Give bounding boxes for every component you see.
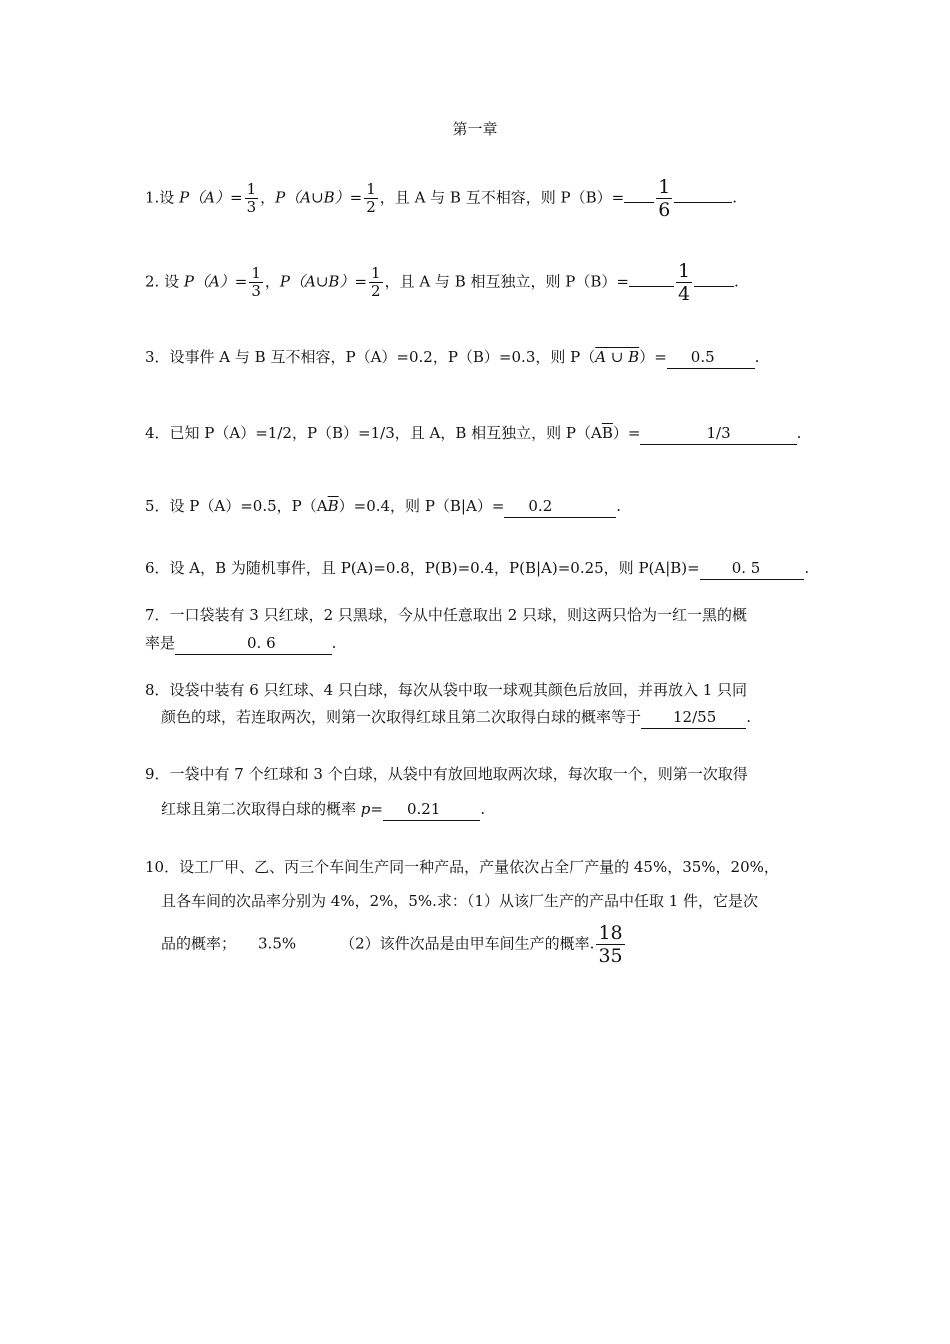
- q10-line-3a: 品的概率；: [161, 934, 237, 953]
- q2-f1-num: 1: [251, 264, 261, 282]
- q6-end: .: [804, 559, 810, 577]
- q1-pab: P（A∪B）=: [275, 188, 363, 207]
- q1-ans-num: 1: [658, 176, 671, 198]
- q1-f2-num: 1: [366, 180, 376, 198]
- q2-f2-den: 2: [371, 282, 381, 300]
- q9-end: .: [480, 800, 486, 818]
- q4-end: .: [796, 424, 802, 442]
- q7-answer: 0. 6: [175, 632, 332, 655]
- q10-ans2-den: 35: [598, 945, 623, 967]
- q2-pa: P（A）=: [183, 272, 248, 291]
- q1-answer: [656, 176, 672, 221]
- q4-text: 4．已知 P（A）=1/2，P（B）=1/3，且 A，B 相互独立，则 P（A: [145, 424, 602, 442]
- q7-line-1: 7．一口袋装有 3 只红球，2 只黑球，今从中任意取出 2 只球，则这两只恰为一红一黑的概: [145, 606, 748, 624]
- q1-text: ，且 A 与 B 互不相容，则 P（B）=: [379, 188, 625, 207]
- q5-end: .: [616, 497, 622, 515]
- q8-line-1: 8．设袋中装有 6 只红球、4 只白球，每次从袋中取一球观其颜色后放回，并再放入 1 只同: [145, 681, 748, 699]
- question-10-line-3: [161, 922, 627, 967]
- q1-ans-den: 6: [658, 199, 671, 221]
- q9-line-2-text: 红球且第二次取得白球的概率: [161, 800, 361, 818]
- q5-mid: ）=0.4，则 P（B|A）=: [338, 497, 505, 515]
- q5-answer: 0.2: [504, 495, 616, 518]
- question-7-line-2: [145, 632, 336, 655]
- q2-f1-den: 3: [251, 282, 261, 300]
- question-9-line-2: [161, 798, 485, 821]
- q1-sep: ，: [260, 188, 276, 207]
- q8-line-2-text: 颜色的球，若连取两次，则第一次取得红球且第二次取得白球的概率等于: [161, 708, 642, 726]
- q10-line-3b: （2）该件次品是由甲车间生产的概率.: [340, 934, 595, 953]
- page-title: 第一章: [452, 120, 498, 138]
- q2-fraction-2: [369, 265, 383, 300]
- q3-end: .: [754, 348, 760, 366]
- q6-answer: 0. 5: [700, 557, 805, 580]
- q4-complement-b: $\overline{B}$: [601, 424, 613, 442]
- q10-ans2-num: 18: [598, 922, 623, 944]
- q2-pab: P（A∪B）=: [279, 272, 368, 291]
- q5-text: 5．设 P（A）=0.5，P（A: [145, 497, 328, 515]
- q1-blank-left: [624, 188, 654, 203]
- q10-line-1: 10．设工厂甲、乙、丙三个车间生产同一种产品，产量依次占全厂产量的 45%，35%，20%，: [145, 858, 779, 876]
- q2-ans-num: 1: [677, 260, 691, 282]
- question-1: [145, 176, 810, 221]
- q2-end: .: [734, 272, 739, 291]
- q1-end: .: [732, 188, 738, 207]
- q1-fraction-2: [364, 181, 378, 216]
- q7-line-2-text: 率是: [145, 634, 176, 652]
- q1-blank-right: [674, 188, 732, 203]
- q3-complement-expr: A ∪ B: [595, 348, 640, 366]
- q10-answer-2: [596, 922, 624, 967]
- q9-p: p: [360, 800, 371, 818]
- q2-answer: [676, 260, 692, 305]
- q2-ans-den: 4: [677, 283, 691, 305]
- q4-answer: 1/3: [640, 422, 796, 445]
- q2-blank-left: [629, 272, 674, 287]
- q1-f1-den: 3: [246, 198, 257, 216]
- q2-blank-right: [694, 272, 734, 287]
- question-5: [145, 495, 810, 518]
- q2-fraction-1: [249, 265, 263, 300]
- q2-f2-num: 1: [371, 264, 381, 282]
- q6-text: 6．设 A，B 为随机事件，且 P(A)=0.8，P(B)=0.4，P(B|A)=0.25，则 P(A|B)=: [145, 559, 700, 577]
- q9-line-1: 9．一袋中有 7 个红球和 3 个白球，从袋中有放回地取两次球，每次取一个，则第一次取得: [145, 765, 748, 783]
- q2-text: ，且 A 与 B 相互独立，则 P（B）=: [384, 272, 629, 291]
- question-2: [145, 260, 810, 305]
- q10-answer-1: 3.5%: [258, 934, 297, 953]
- q3-close: ）=: [639, 348, 667, 366]
- q1-f2-den: 2: [366, 198, 376, 216]
- q2-sep: ，: [264, 272, 280, 291]
- q1-f1-num: 1: [246, 180, 257, 198]
- question-3: [145, 346, 810, 369]
- q1-fraction-1: [245, 181, 259, 216]
- q9-answer: 0.21: [383, 798, 480, 821]
- q7-end: .: [331, 634, 337, 652]
- q3-text: 3．设事件 A 与 B 互不相容，P（A）=0.2，P（B）=0.3，则 P（: [145, 348, 596, 366]
- question-8-line-2: [161, 706, 751, 729]
- q1-pa: P（A）=: [179, 188, 243, 207]
- q8-answer: 12/55: [641, 706, 746, 729]
- q1-prefix: 1.设: [145, 188, 180, 207]
- q5-complement-b: $\overline{B}$: [327, 497, 339, 515]
- q10-line-2: 且各车间的次品率分别为 4%，2%，5%.求：（1）从该厂生产的产品中任取 1 件，它是次: [161, 892, 759, 910]
- q8-end: .: [746, 708, 752, 726]
- question-4: [145, 422, 810, 445]
- q2-prefix: 2. 设: [145, 272, 184, 291]
- q3-answer: 0.5: [667, 346, 755, 369]
- question-6: [145, 557, 810, 580]
- q9-eq: =: [370, 800, 383, 818]
- q4-close: ）=: [612, 424, 641, 442]
